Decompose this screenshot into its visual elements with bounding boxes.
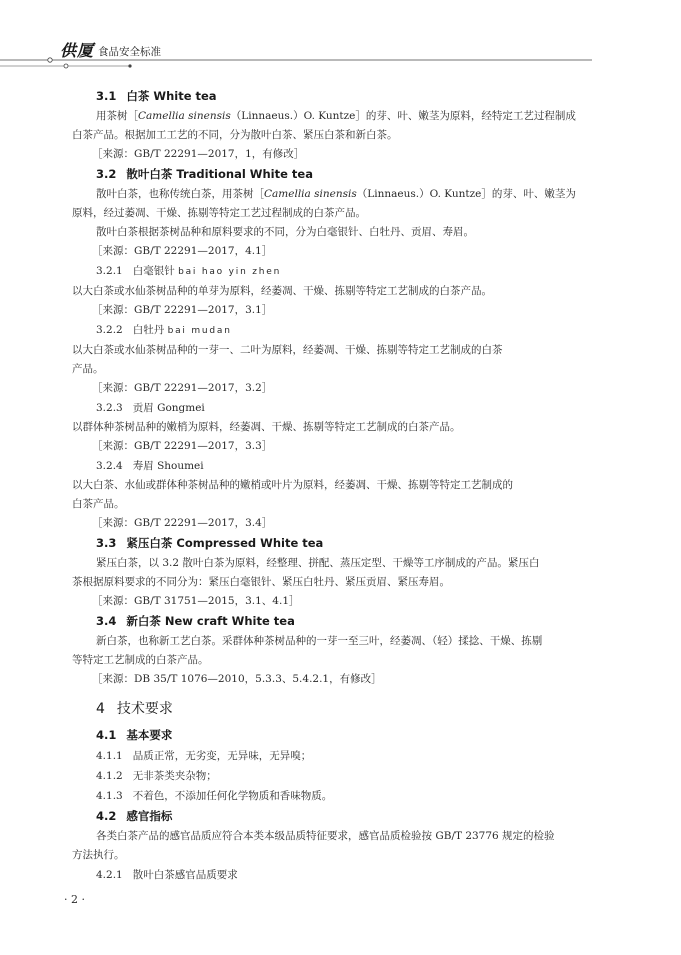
section-3-2-para-line1: 散叶白茶，也称传统白茶，用茶树［Camellia sinensis（Linnaeus.）O. Kuntze］的芽、叶、嫩茎为	[96, 188, 576, 200]
section-3-2-heading: 3.2 散叶白茶 Traditional White tea	[96, 167, 313, 181]
section-3-2-4-para-line1: 以大白茶、水仙或群体种茶树品种的嫩梢或叶片为原料，经萎凋、干燥、拣剔等特定工艺制成的	[72, 479, 513, 491]
section-3-2-1-source: ［来源：GB/T 22291—2017，3.1］	[92, 304, 273, 316]
section-3-1-source: ［来源：GB/T 22291—2017，1，有修改］	[92, 148, 305, 160]
section-4-2-para-line1: 各类白茶产品的感官品质应符合本类本级品质特征要求，感官品质检验按 GB/T 23776 规定的检验	[96, 830, 555, 842]
item-4-1-3: 4.1.3 不着色，不添加任何化学物质和香味物质。	[96, 790, 333, 802]
header-title: 食品安全标准	[98, 46, 161, 58]
section-4-heading: 4 技术要求	[96, 701, 173, 717]
section-3-2-4-para-line2: 白茶产品。	[72, 498, 125, 510]
section-3-2-3-para: 以群体种茶树品种的嫩梢为原料，经萎凋、干燥、拣剔等特定工艺制成的白茶产品。	[72, 421, 461, 433]
section-3-4-para-line2: 等特定工艺制成的白茶产品。	[72, 654, 209, 666]
section-3-4-source: ［来源：DB 35/T 1076—2010，5.3.3、5.4.2.1，有修改］	[92, 673, 382, 685]
section-3-2-2-source: ［来源：GB/T 22291—2017，3.2］	[92, 382, 273, 394]
section-3-2-2-heading: 3.2.2 白牡丹 bai mudan	[96, 324, 232, 336]
section-3-4-para-line1: 新白茶，也称新工艺白茶。采群体种茶树品种的一芽一至三叶，经萎凋、（轻）揉捻、干燥、拣剔	[96, 635, 543, 647]
item-4-1-2: 4.1.2 无非茶类夹杂物；	[96, 770, 217, 782]
section-3-3-source: ［来源：GB/T 31751—2015，3.1、4.1］	[92, 595, 300, 607]
section-3-3-para-line2: 茶根据原料要求的不同分为：紧压白毫银针、紧压白牡丹、紧压贡眉、紧压寿眉。	[72, 576, 450, 588]
page-header	[0, 0, 681, 80]
section-3-2-2-para-line2: 产品。	[72, 363, 104, 375]
section-4-2-heading: 4.2 感官指标	[96, 809, 173, 823]
section-3-3-heading: 3.3 紧压白茶 Compressed White tea	[96, 536, 324, 550]
section-3-1-para-line1: 用茶树［Camellia sinensis（Linnaeus.）O. Kuntze］的芽、叶、嫩茎为原料，经特定工艺过程制成	[96, 110, 576, 122]
section-3-2-1-para: 以大白茶或水仙茶树品种的单芽为原料，经萎凋、干燥、拣剔等特定工艺制成的白茶产品。	[72, 285, 492, 297]
page-number: · 2 ·	[64, 893, 85, 906]
section-3-2-4-source: ［来源：GB/T 22291—2017，3.4］	[92, 517, 273, 529]
section-3-2-3-heading: 3.2.3 贡眉 Gongmei	[96, 402, 205, 414]
item-4-2-1: 4.2.1 散叶白茶感官品质要求	[96, 869, 238, 881]
item-4-1-1: 4.1.1 品质正常，无劣变，无异味，无异嗅；	[96, 750, 312, 762]
section-3-2-1-heading: 3.2.1 白毫银针 bai hao yin zhen	[96, 265, 282, 277]
section-3-2-4-heading: 3.2.4 寿眉 Shoumei	[96, 460, 204, 472]
section-3-2-2-para-line1: 以大白茶或水仙茶树品种的一芽一、二叶为原料，经萎凋、干燥、拣剔等特定工艺制成的白茶	[72, 344, 503, 356]
section-3-1-para-line2: 白茶产品。根据加工工艺的不同，分为散叶白茶、紧压白茶和新白茶。	[72, 129, 398, 141]
header-rule	[0, 52, 681, 74]
section-3-2-3-source: ［来源：GB/T 22291—2017，3.3］	[92, 440, 273, 452]
section-4-2-para-line2: 方法执行。	[72, 849, 125, 861]
section-4-1-heading: 4.1 基本要求	[96, 728, 173, 742]
section-3-2-source: ［来源：GB/T 22291—2017，4.1］	[92, 245, 273, 257]
section-3-4-heading: 3.4 新白茶 New craft White tea	[96, 614, 295, 628]
section-3-1-heading: 3.1 白茶 White tea	[96, 89, 217, 103]
document-body	[72, 86, 594, 885]
section-3-2-para2: 散叶白茶根据茶树品种和原料要求的不同，分为白毫银针、白牡丹、贡眉、寿眉。	[96, 226, 474, 238]
section-3-3-para-line1: 紧压白茶，以 3.2 散叶白茶为原料，经整理、拼配、蒸压定型、干燥等工序制成的产品。紧压白	[96, 557, 540, 569]
publisher-logo: 供厦	[60, 41, 95, 60]
section-3-2-para-line2: 原料，经过萎凋、干燥、拣剔等特定工艺过程制成的白茶产品。	[72, 207, 366, 219]
